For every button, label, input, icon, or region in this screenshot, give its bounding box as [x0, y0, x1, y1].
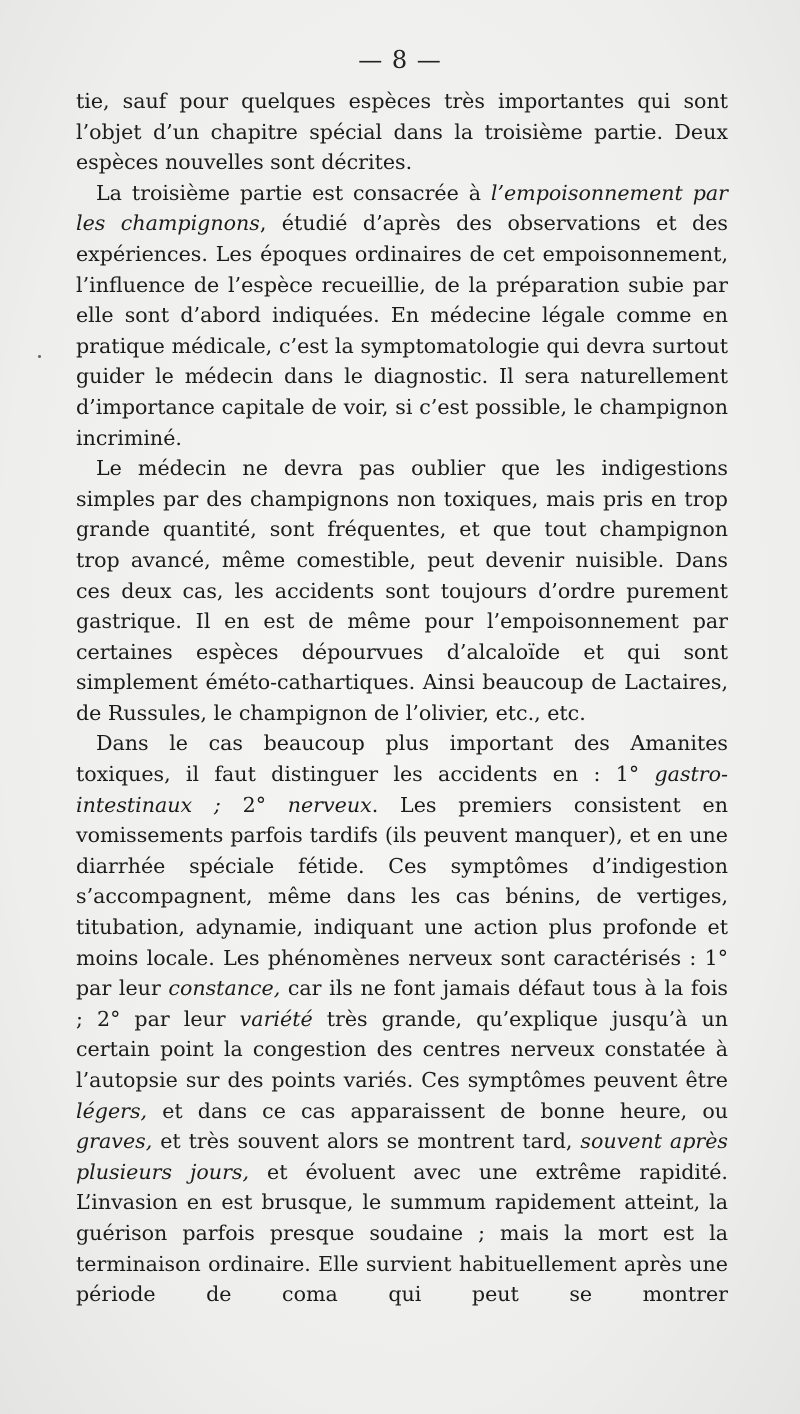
italic-text: souvent après plusieurs jours, [76, 1129, 728, 1184]
text-run: Dans le cas beaucoup plus important des Amanites toxiques, il faut distinguer les accidents en : 1° [76, 731, 728, 787]
text-run: et très souvent alors se montrent tard, [152, 1129, 581, 1154]
text-run: et dans ce cas apparaissent de bonne heure, ou [147, 1098, 728, 1123]
page-number: — 8 — [358, 46, 442, 74]
text-run: 2° [220, 792, 288, 817]
italic-text: constance, [168, 976, 281, 1001]
italic-text: légers, [76, 1098, 148, 1123]
italic-text: l’empoisonnement par les champignons [76, 180, 728, 236]
italic-text: gastro-intestinaux ; [76, 762, 728, 817]
italic-text: nerveux [287, 792, 372, 817]
paragraph-p4 [76, 728, 728, 1309]
italic-text: variété [239, 1006, 313, 1031]
margin-speck [38, 355, 41, 358]
text-run: tie, sauf pour quelques espèces très importantes qui sont l’objet d’un chapitre spécial dans la troisième partie. Deux espèces nouvelles sont décrites. [76, 89, 728, 175]
text-run: , étudié d’après des observations et des expériences. Les époques ordinaires de cet empoisonnement, l’influence de l’espèce recueillie, de la préparation subie par elle sont d’abord indiquées. En médecine légale comme en pratique médicale, c’est la symptomatologie qui devra surtout guider le médecin dans le diagnostic. Il sera naturellement d’importance capitale de voir, si c’est possible, le champignon incriminé. [76, 211, 728, 450]
text-run: très grande, qu’explique jusqu’à un certain point la congestion des centres nerveux constatée à l’autopsie sur des points variés. Ces symptômes peuvent être [76, 1006, 728, 1092]
text-run: Le médecin ne devra pas oublier que les indigestions simples par des champignons non toxiques, mais pris en trop grande quantité, sont fréquentes, et que tout champignon trop avancé, même comestible, peut devenir nuisible. Dans ces deux cas, les accidents sont toujours d’ordre purement gastrique. Il en est de même pour l’empoisonnement par certaines espèces dépourvues d’alcaloïde et qui sont simplement éméto-cathartiques. Ainsi beaucoup de Lactaires, de Russules, le champignon de l’olivier, etc., etc. [76, 456, 728, 725]
paragraph-p1 [76, 86, 728, 178]
paragraph-p3 [76, 453, 728, 728]
text-run: et évoluent avec une extrême rapidité. L’invasion en est brusque, le summum rapidement atteint, la guérison parfois presque soudaine ; mais la mort est la terminaison ordinaire. Elle survient habituellement après une période de coma qui peut se montrer [76, 1159, 728, 1307]
text-run: La troisième partie est consacrée à [96, 180, 491, 205]
paragraph-p2 [76, 178, 728, 453]
body-text [76, 86, 728, 1310]
italic-text: graves, [76, 1129, 153, 1154]
text-run: . Les premiers consistent en vomissements parfois tardifs (ils peuvent manquer), et en une diarrhée spéciale fétide. Ces symptômes d’indigestion s’accompagnent, même dans les cas bénins, de vertiges, titubation, adynamie, indiquant une action plus profonde et moins locale. Les phénomènes nerveux sont caractérisés : 1° par leur [76, 792, 728, 1001]
text-run: car ils ne font jamais défaut tous à la fois ; 2° par leur [76, 976, 729, 1031]
